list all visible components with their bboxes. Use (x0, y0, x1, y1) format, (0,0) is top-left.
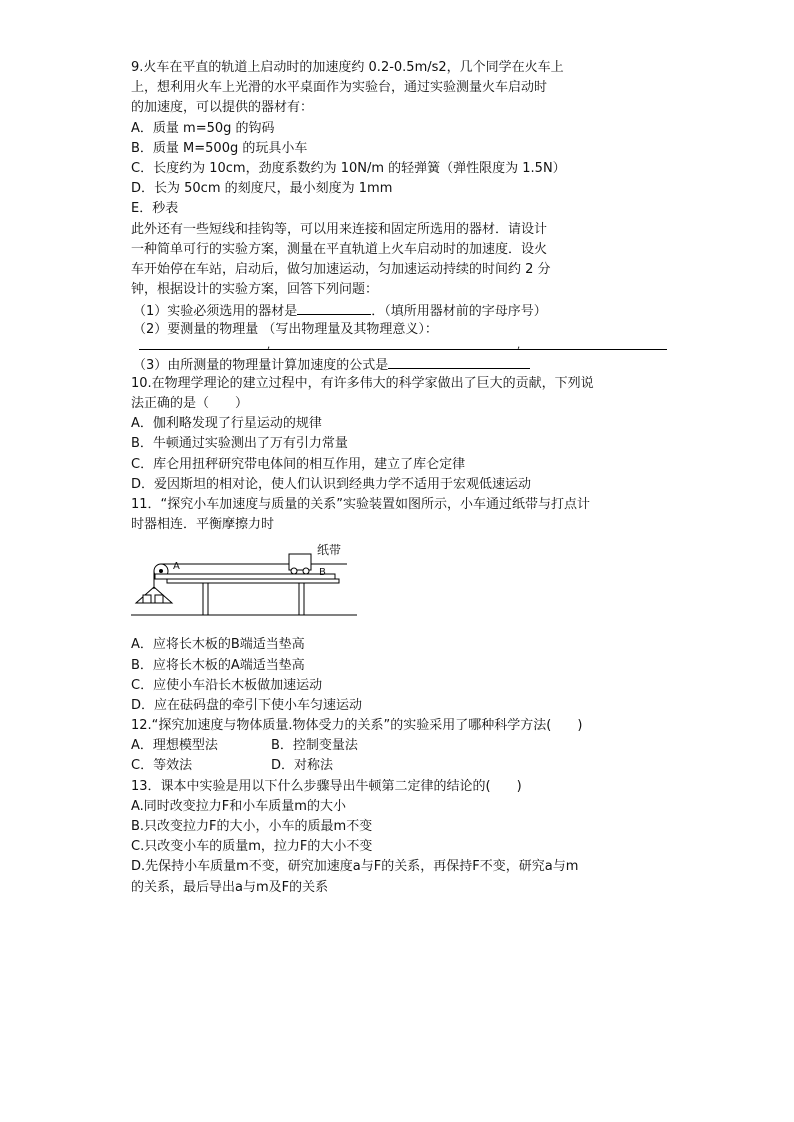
q9-sub1-text: （1）实验必须选用的器材是 (133, 304, 298, 320)
q12-options-row (131, 756, 671, 776)
q10-line: 法正确的是（ ） (131, 396, 249, 411)
q10-option-c: C．库仑用扭秤研究带电体间的相互作用，建立了库仑定律 (131, 456, 466, 472)
q11-option-b: B．应将长木板的A端适当垫高 (131, 657, 305, 673)
weight-block (155, 595, 163, 603)
q10-option-d: D．爱因斯坦的相对论，使人们认识到经典力学不适用于宏观低速运动 (131, 476, 532, 492)
q9-sub3 (131, 354, 671, 374)
q9-sub1-note: ．（填所用器材前的字母序号） (371, 304, 547, 320)
q9-option-d: D．长为 50cm 的刻度尺，最小刻度为 1mm (131, 181, 393, 197)
q12-option-a: A．理想模型法 (131, 738, 218, 754)
q12-line: 12.“探究加速度与物体质量.物体受力的关系”的实验采用了哪种科学方法( ) (131, 718, 583, 734)
cart-wheel (291, 568, 297, 574)
q12-option-d: D．对称法 (271, 758, 334, 774)
q9-option-e: E．秒表 (131, 201, 179, 217)
q11-option-a: A．应将长木板的B端适当垫高 (131, 637, 305, 653)
q13-line: 13．课本中实验是用以下什么步骤导出牛顿第二定律的结论的( ) (131, 778, 522, 794)
table-top (167, 579, 339, 583)
q9-line: 车开始停在车站，启动后，做匀加速运动，匀加速运动持续的时间约 2 分 (131, 261, 551, 277)
q13-option-d: D.先保持小车质量m不变，研究加速度a与F的关系，再保持F不变，研究a与m (131, 859, 579, 875)
q11-line: 11．“探究小车加速度与质量的关系”实验装置如图所示，小车通过纸带与打点计 (131, 496, 591, 512)
answer-blank[interactable] (139, 341, 667, 350)
q9-sub3-text: （3）由所测量的物理量计算加速度的公式是 (133, 357, 389, 373)
q9-line: 钟，根据设计的实验方案，回答下列问题： (131, 282, 379, 298)
q9-line: 一种简单可行的实验方案，测量在平直轨道上火车启动时的加速度．设火 (131, 241, 548, 257)
document-page (131, 58, 671, 898)
table-leg (299, 583, 304, 615)
q9-sub1 (131, 300, 671, 320)
q9-option-c: C．长度约为 10cm，劲度系数约为 10N/m 的轻弹簧（弹性限度为 1.5N） (131, 160, 566, 176)
label-paper-tape: 纸带 (317, 543, 342, 558)
question-9 (131, 58, 671, 374)
q9-line: 的加速度，可以提供的器材有： (131, 100, 314, 116)
blank-comma: , (267, 339, 271, 351)
cart-icon (289, 554, 311, 570)
q10-option-b: B．牛顿通过实验测出了万有引力常量 (131, 436, 348, 452)
blank-comma: , (517, 339, 521, 351)
q13-option-a: A.同时改变拉力F和小车质量m的大小 (131, 798, 346, 814)
table-leg (203, 583, 208, 615)
q9-sub2: （2）要测量的物理量 （写出物理量及其物理意义）： (133, 322, 438, 338)
question-13 (131, 777, 671, 898)
cart-wheel (303, 568, 309, 574)
answer-blank[interactable] (297, 300, 371, 315)
question-11 (131, 495, 671, 716)
q13-option-b: B.只改变拉力F的大小，小车的质最m不变 (131, 819, 373, 834)
q13-option-c: C.只改变小车的质量m，拉力F的大小不变 (131, 839, 373, 855)
pulley-axle (159, 569, 163, 573)
q11-option-d: D．应在砝码盘的牵引下使小车匀速运动 (131, 697, 363, 713)
q9-option-a: A．质量 m=50g 的钩码 (131, 120, 275, 136)
question-12 (131, 716, 671, 777)
q9-option-b: B．质量 M=500g 的玩具小车 (131, 140, 308, 156)
label-end-a: A (173, 561, 180, 573)
question-10 (131, 374, 671, 495)
label-end-b: B (319, 567, 326, 579)
q9-line: 上，想利用火车上光滑的水平桌面作为实验台，通过实验测量火车启动时 (131, 80, 548, 96)
q10-option-a: A．伽利略发现了行星运动的规律 (131, 416, 322, 432)
q12-options-row (131, 736, 671, 756)
weight-block (143, 595, 151, 603)
q12-option-b: B．控制变量法 (271, 738, 358, 754)
q12-option-c: C．等效法 (131, 758, 193, 774)
long-board (155, 574, 335, 579)
q13-option-d-cont: 的关系，最后导出a与m及F的关系 (131, 879, 329, 895)
q11-line: 时器相连．平衡摩擦力时 (131, 517, 275, 533)
q11-option-c: C．应使小车沿长木板做加速运动 (131, 677, 323, 693)
q9-line: 此外还有一些短线和挂钩等，可以用来连接和固定所选用的器材．请设计 (131, 221, 548, 237)
weight-pan-icon (136, 587, 172, 603)
q9-line: 9.火车在平直的轨道上启动时的加速度约 0.2-0.5m/s2，几个同学在火车上 (131, 60, 564, 75)
answer-blank[interactable] (388, 354, 530, 369)
experiment-diagram (131, 541, 371, 631)
q10-line: 10.在物理学理论的建立过程中，有许多伟大的科学家做出了巨大的贡献，下列说 (131, 375, 594, 391)
